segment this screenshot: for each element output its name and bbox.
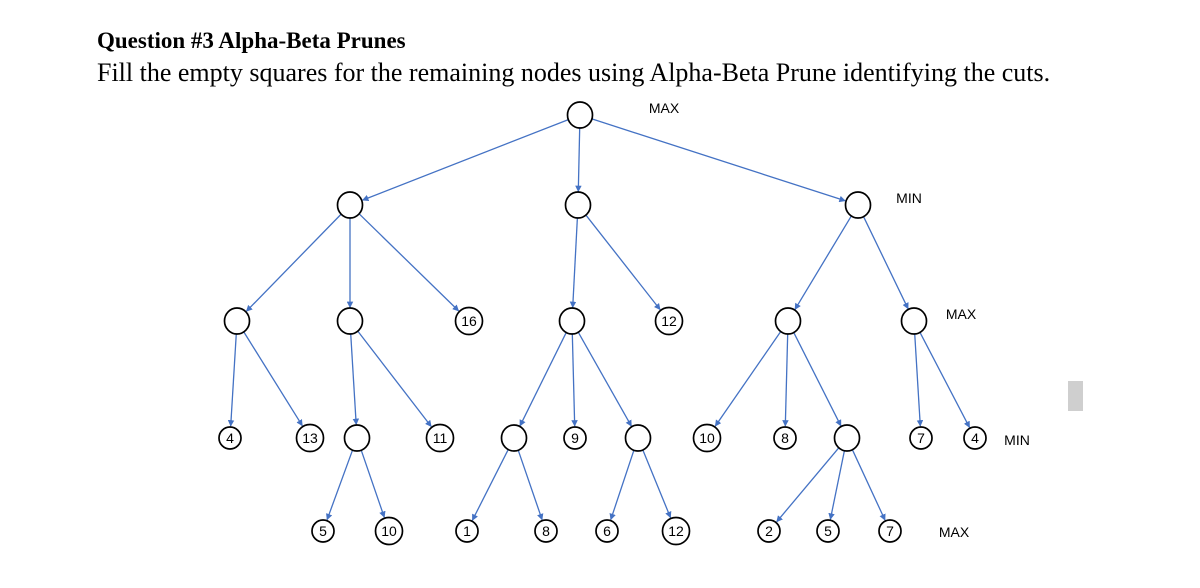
edge-b1a-b1a2 bbox=[518, 450, 542, 520]
edge-a2a-a2a1 bbox=[327, 450, 353, 520]
level-label-1: MIN bbox=[896, 190, 922, 206]
leaf-node-a2a1 bbox=[312, 520, 334, 542]
empty-node-a[interactable] bbox=[338, 192, 363, 218]
node-value: 10 bbox=[381, 523, 397, 539]
leaf-node-c1c3 bbox=[879, 520, 901, 542]
level-label-4: MAX bbox=[938, 524, 970, 540]
edge-c2-c2b bbox=[920, 332, 970, 427]
edge-c2-c2a bbox=[915, 334, 921, 427]
level-label-2: MAX bbox=[945, 306, 977, 322]
leaf-node-c1b bbox=[774, 427, 796, 449]
leaf-node-c2b bbox=[964, 427, 986, 449]
question-title: Question #3 Alpha-Beta Prunes bbox=[97, 28, 406, 53]
node-value: 1 bbox=[463, 523, 471, 539]
edge-root-b bbox=[578, 128, 579, 192]
node-value: 13 bbox=[302, 430, 318, 446]
node-value: 7 bbox=[886, 523, 894, 539]
leaf-node-a1b bbox=[297, 425, 324, 452]
node-value: 9 bbox=[571, 430, 579, 446]
scroll-thumb[interactable] bbox=[1068, 381, 1083, 411]
node-circle bbox=[626, 425, 651, 451]
empty-node-b1[interactable] bbox=[560, 308, 585, 334]
edge-c-c1 bbox=[795, 216, 852, 310]
node-value: 5 bbox=[319, 523, 327, 539]
node-circle bbox=[568, 102, 593, 128]
edge-a-a3 bbox=[359, 214, 459, 311]
node-circle bbox=[502, 425, 527, 451]
empty-node-a2a[interactable] bbox=[345, 425, 370, 451]
leaf-node-c1c1 bbox=[758, 520, 780, 542]
edge-c1-c1a bbox=[715, 331, 781, 426]
node-circle bbox=[345, 425, 370, 451]
edge-b1c-b1c1 bbox=[611, 450, 634, 520]
tree-nodes bbox=[219, 102, 986, 545]
edge-a-a1 bbox=[246, 214, 341, 311]
edge-b1a-b1a1 bbox=[472, 449, 508, 520]
empty-node-c[interactable] bbox=[846, 192, 871, 218]
leaf-node-a3 bbox=[456, 308, 483, 335]
empty-node-c2[interactable] bbox=[902, 308, 927, 334]
level-label-0: MAX bbox=[648, 100, 680, 116]
node-circle bbox=[225, 308, 250, 334]
node-circle bbox=[338, 308, 363, 334]
level-label-3: MIN bbox=[1004, 432, 1030, 448]
node-circle bbox=[566, 192, 591, 218]
node-value: 12 bbox=[661, 313, 677, 329]
empty-node-c1c[interactable] bbox=[835, 425, 860, 451]
node-value: 12 bbox=[668, 523, 684, 539]
empty-node-a2[interactable] bbox=[338, 308, 363, 334]
edge-c1c-c1c3 bbox=[852, 449, 885, 520]
edge-b-b2 bbox=[586, 215, 660, 310]
node-circle bbox=[902, 308, 927, 334]
node-circle bbox=[338, 192, 363, 218]
empty-node-root[interactable] bbox=[568, 102, 593, 128]
node-value: 5 bbox=[824, 523, 832, 539]
leaf-node-a1a bbox=[219, 427, 241, 449]
edge-a1-a1a bbox=[231, 334, 237, 427]
edge-c1-c1b bbox=[785, 334, 787, 427]
empty-node-b1c[interactable] bbox=[626, 425, 651, 451]
edge-c-c2 bbox=[863, 216, 908, 308]
edge-b1-b1c bbox=[578, 332, 631, 426]
edge-c1c-c1c2 bbox=[830, 450, 844, 519]
node-circle bbox=[776, 308, 801, 334]
edge-b1c-b1c2 bbox=[643, 450, 671, 518]
leaf-node-b1c2 bbox=[663, 518, 690, 545]
leaf-node-a2a2 bbox=[376, 518, 403, 545]
node-value: 2 bbox=[765, 523, 773, 539]
node-circle bbox=[846, 192, 871, 218]
empty-node-b[interactable] bbox=[566, 192, 591, 218]
node-value: 11 bbox=[432, 430, 448, 446]
edge-b1-b1a bbox=[520, 332, 566, 426]
leaf-node-c1c2 bbox=[817, 520, 839, 542]
edge-b1-b1b bbox=[572, 334, 574, 427]
edge-b-b1 bbox=[573, 218, 578, 308]
node-circle bbox=[560, 308, 585, 334]
node-value: 4 bbox=[226, 430, 234, 446]
edge-a2-a2b bbox=[358, 331, 432, 427]
node-value: 7 bbox=[917, 430, 925, 446]
edge-root-a bbox=[363, 120, 569, 201]
leaf-node-c1a bbox=[694, 425, 721, 452]
leaf-node-b1c1 bbox=[596, 520, 618, 542]
node-value: 10 bbox=[699, 430, 715, 446]
leaf-node-c2a bbox=[910, 427, 932, 449]
edge-a1-a1b bbox=[244, 332, 303, 426]
edge-a2-a2a bbox=[351, 334, 357, 425]
edge-c1c-c1c1 bbox=[777, 448, 839, 522]
empty-node-b1a[interactable] bbox=[502, 425, 527, 451]
empty-node-c1[interactable] bbox=[776, 308, 801, 334]
node-value: 16 bbox=[461, 313, 477, 329]
leaf-node-a2b bbox=[427, 425, 454, 452]
node-value: 8 bbox=[781, 430, 789, 446]
node-circle bbox=[835, 425, 860, 451]
node-value: 4 bbox=[971, 430, 979, 446]
edge-c1-c1c bbox=[794, 332, 841, 426]
question-instruction: Fill the empty squares for the remaining nodes using Alpha-Beta Prune identifying the cuts. bbox=[97, 58, 1051, 87]
empty-node-a1[interactable] bbox=[225, 308, 250, 334]
leaf-node-b1a1 bbox=[456, 520, 478, 542]
node-value: 8 bbox=[542, 523, 550, 539]
leaf-node-b1b bbox=[564, 427, 586, 449]
leaf-node-b2 bbox=[656, 308, 683, 335]
node-value: 6 bbox=[603, 523, 611, 539]
edge-root-c bbox=[592, 119, 845, 201]
leaf-node-b1a2 bbox=[535, 520, 557, 542]
edge-a2a-a2a2 bbox=[361, 450, 384, 518]
